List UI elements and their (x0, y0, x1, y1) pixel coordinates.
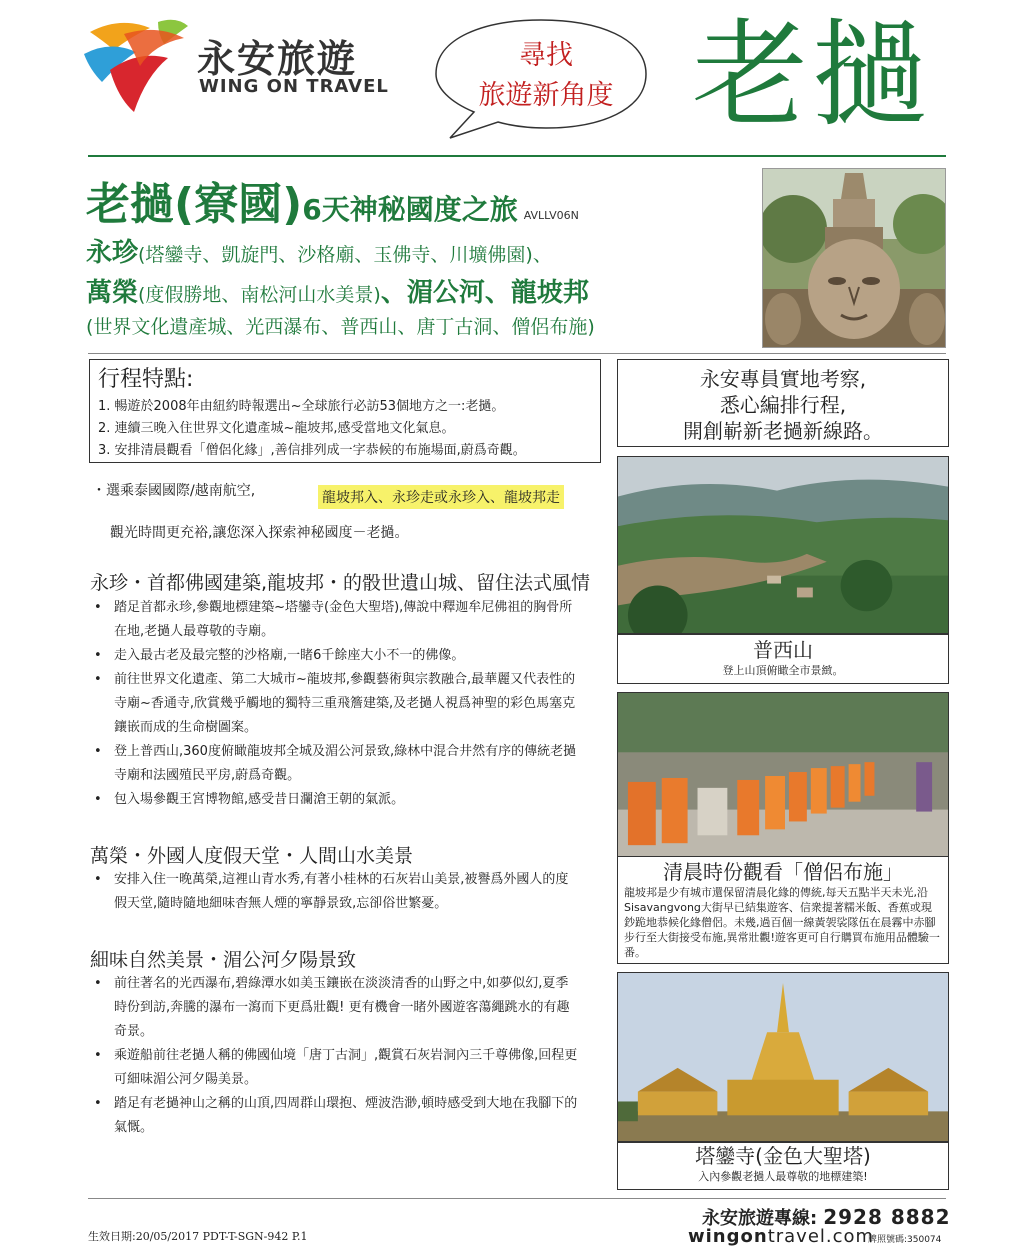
route-mekong-luang-prabang: 、湄公河、龍坡邦 (380, 278, 589, 308)
that-luang-caption-sub: 入內參觀老撾人最尊敬的地標建築! (698, 1170, 868, 1183)
features-heading: 行程特點: (98, 367, 194, 392)
destination-title: 老撾 (692, 8, 932, 143)
section-title-vientiane: 永珍・首都佛國建築,龍坡邦・的骰世遺山城、留住法式風情 (90, 572, 591, 594)
route-vang-vieng-sights: (度假勝地、南松河山水美景) (138, 284, 381, 306)
list-item: • 踏足首都永珍,參觀地標建築~塔鑾寺(金色大聖塔),傳說中釋迦牟尼佛祖的胸骨所在地,老撾人最尊敬的寺廟。 (90, 596, 580, 644)
buddha-statue-photo (762, 168, 946, 348)
logo-english-text: WING ON TRAVEL (199, 76, 389, 97)
list-item: • 乘遊船前往老撾人稱的佛國仙境「唐丁古洞」,觀賞石灰岩洞內三千尊佛像,回程更可細味湄公河夕陽美景。 (90, 1044, 580, 1092)
inspection-line-2: 悉心編排行程, (719, 393, 847, 417)
phousi-caption-box (617, 634, 949, 684)
route-vientiane-sights: (塔鑾寺、凱旋門、沙格廟、玉佛寺、川壙佛園)、 (138, 244, 552, 266)
section-list-vientiane (90, 596, 580, 812)
that-luang-photo (617, 972, 949, 1142)
effective-date: 生效日期:20/05/2017 PDT-T-SGN-942 P.1 (88, 1230, 308, 1243)
alms-caption: 清晨時份觀看「僧侶布施」 (663, 860, 903, 884)
route-line-2 (86, 272, 589, 309)
list-item: • 登上普西山,360度俯瞰龍坡邦全城及湄公河景致,綠林中混合井然有序的傳統老撾寺廟和法國殖民平房,蔚爲奇觀。 (90, 740, 580, 788)
tour-title-main: 老撾(寮國) (86, 179, 303, 230)
route-line-3: (世界文化遺產城、光西瀑布、普西山、唐丁古洞、僧侶布施) (86, 316, 595, 338)
header-divider (88, 155, 946, 157)
section-title-vang-vieng: 萬榮・外國人度假天堂・人間山水美景 (90, 845, 414, 867)
list-item: • 安排入住一晚萬榮,這裡山青水秀,有著小桂林的石灰岩山美景,被譽爲外國人的度假天堂,隨時隨地細味杳無人煙的寧靜景致,忘卻俗世繁憂。 (90, 868, 580, 916)
list-item: • 走入最古老及最完整的沙格廟,一睹6千餘座大小不一的佛像。 (90, 644, 580, 668)
logo-chinese-text: 永安旅遊 (197, 37, 358, 81)
route-highlight: 龍坡邦入、永珍走或永珍入、龍坡邦走 (318, 485, 564, 509)
feature-item: 2. 連續三晚入住世界文化遺產城~龍坡邦,感受當地文化氣息。 (98, 421, 455, 436)
that-luang-caption-box (617, 1142, 949, 1190)
phousi-hill-photo (617, 456, 949, 634)
inspection-line-3: 開創嶄新老撾新線路。 (683, 419, 883, 443)
list-item: • 踏足有老撾神山之稱的山頂,四周群山環抱、煙波浩渺,頓時感受到大地在我腳下的氣慨。 (90, 1092, 580, 1140)
itinerary-features-box (89, 359, 601, 463)
that-luang-caption: 塔鑾寺(金色大聖塔) (695, 1144, 871, 1168)
hotline-number[interactable]: 2928 8882 (823, 1205, 951, 1229)
bubble-line-1: 尋找 (519, 40, 573, 71)
route-vientiane: 永珍 (86, 238, 139, 268)
section-title-nature: 細味自然美景・湄公河夕陽景致 (90, 949, 357, 971)
section-list-vang-vieng (90, 868, 580, 916)
features-list (98, 396, 592, 462)
phousi-caption-sub: 登上山頂俯瞰全市景緻。 (722, 664, 844, 677)
route-line-1 (86, 232, 552, 269)
route-vang-vieng: 萬榮 (86, 278, 139, 308)
wing-on-logo-mark (80, 14, 198, 132)
website-link[interactable] (688, 1226, 874, 1247)
list-item: • 前往著名的光西瀑布,碧綠潭水如美玉鑲嵌在淡淡清香的山野之中,如夢似幻,夏季時份到訪,奔騰的瀑布一瀉而下更爲壯觀! 更有機會一睹外國遊客蕩繩跳水的有趣奇景。 (90, 972, 580, 1044)
airline-note: ・選乘泰國國際/越南航空, (92, 483, 256, 499)
feature-item: 1. 暢遊於2008年由紐約時報選出~全球旅行必訪53個地方之一:老撾。 (98, 399, 505, 414)
section-list-nature (90, 972, 580, 1140)
tour-code: AVLLV06N (523, 209, 579, 222)
inspection-note-box (617, 359, 949, 447)
bubble-line-2: 旅遊新角度 (478, 80, 614, 111)
hotline-label: 永安旅遊專線: (702, 1208, 818, 1229)
alms-caption-sub: 龍坡邦是少有城市還保留清晨化緣的傳統,每天五點半天未光,沿Sisavangvong大街早已結集遊客、信衆提著糯米飯、香蕉或現鈔跪地恭候化緣僧侶。未幾,過百個一線黃袈裟隊伍在晨霧中赤腳步行至大街接受布施,異常壯觀!遊客更可自行購買布施用品體驗一番。 (624, 886, 940, 959)
list-item: • 前往世界文化遺產、第二大城市~龍坡邦,參觀藝術與宗教融合,最華麗又代表性的寺廟~香通寺,欣賞幾乎觸地的獨特三重飛簷建築,及老撾人視爲神聖的彩色馬塞克鑲嵌而成的生命樹圖案。 (90, 668, 580, 740)
feature-item: 3. 安排清晨觀看「僧侶化緣」,善信排列成一字恭候的布施場面,蔚爲奇觀。 (98, 443, 526, 458)
tour-title (86, 168, 579, 232)
website-part-1: wingon (688, 1226, 768, 1247)
alms-giving-photo (617, 692, 949, 860)
website-part-2: travel.com (767, 1226, 875, 1247)
intro-text: 觀光時間更充裕,讓您深入探索神秘國度－老撾。 (110, 525, 409, 541)
list-item: • 包入場參觀王宮博物館,感受昔日瀾滄王朝的氣派。 (90, 788, 580, 812)
alms-caption-box (617, 856, 949, 964)
inspection-line-1: 永安專員實地考察, (699, 367, 867, 391)
tour-title-rest: 6天神秘國度之旅 (302, 193, 518, 226)
bubble-slogan (454, 36, 638, 116)
phousi-caption: 普西山 (753, 638, 813, 662)
licence-number: 牌照號碼:350074 (868, 1235, 942, 1245)
footer-divider (88, 1198, 946, 1199)
section-divider (88, 353, 946, 354)
